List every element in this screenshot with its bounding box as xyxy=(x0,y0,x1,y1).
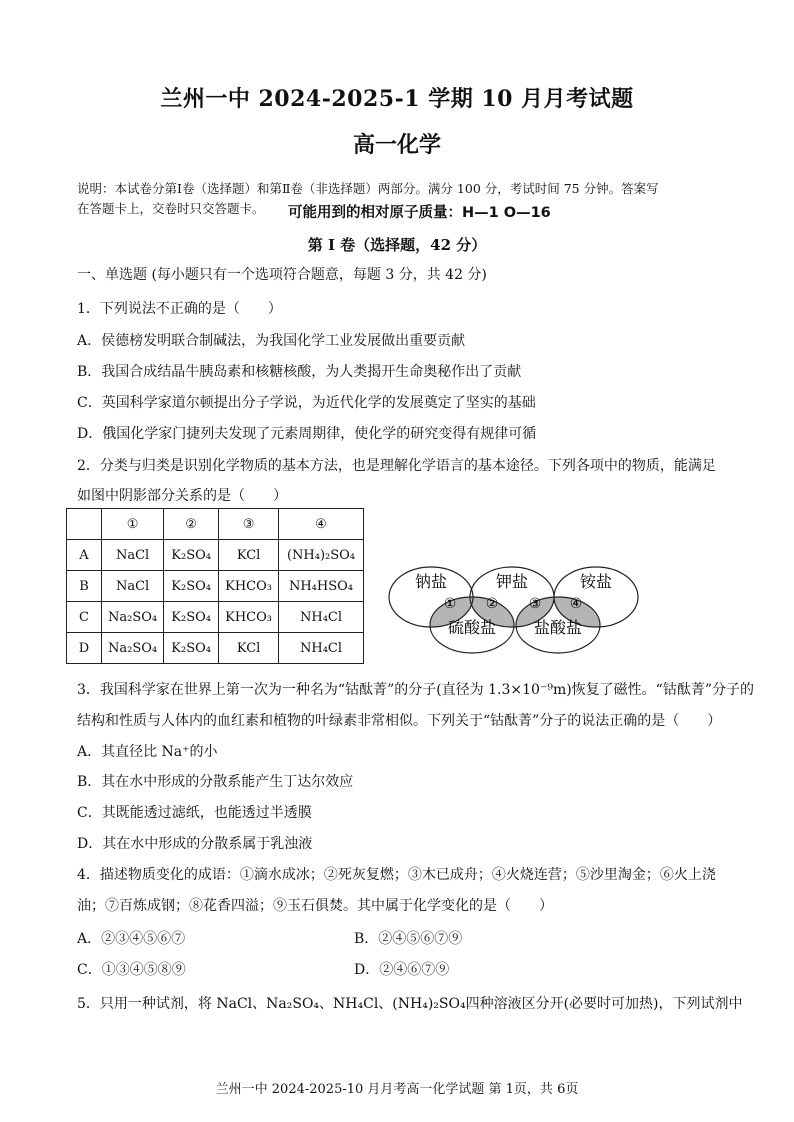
q4-option-c: C．①③④⑤⑧⑨ xyxy=(77,962,186,978)
q4-option-b: B．②④⑤⑥⑦⑨ xyxy=(354,931,463,947)
table-cell: NH₄HSO₄ xyxy=(279,571,364,602)
q2-table xyxy=(66,508,364,664)
table-cell: NH₄Cl xyxy=(279,633,364,664)
table-cell: ② xyxy=(164,509,219,540)
venn-label-sulfate: 硫酸盐 xyxy=(447,618,497,637)
table-cell: KHCO₃ xyxy=(219,602,279,633)
section-title: 第 I 卷（选择题，42 分） xyxy=(307,236,487,254)
table-cell xyxy=(67,509,102,540)
venn-label-chloride: 盐酸盐 xyxy=(533,618,583,637)
q3-option-b: B．其在水中形成的分散系能产生丁达尔效应 xyxy=(77,774,354,790)
q1-option-c: C．英国科学家道尔顿提出分子学说，为近代化学的发展奠定了坚实的基础 xyxy=(77,395,536,411)
q1-option-b: B．我国合成结晶牛胰岛素和核糖核酸，为人类揭开生命奥秘作出了贡献 xyxy=(77,364,522,380)
table-row xyxy=(67,633,364,664)
table-cell: B xyxy=(67,571,102,602)
table-cell: K₂SO₄ xyxy=(164,540,219,571)
exam-subject: 高一化学 xyxy=(352,132,441,158)
q1-option-a: A．侯德榜发明联合制碱法，为我国化学工业发展做出重要贡献 xyxy=(77,333,466,349)
table-cell: A xyxy=(67,540,102,571)
venn-mark-1: ① xyxy=(443,596,457,612)
table-cell: NaCl xyxy=(102,571,164,602)
table-cell: ④ xyxy=(279,509,364,540)
venn-mark-3: ③ xyxy=(528,596,542,612)
table-header-row xyxy=(67,509,364,540)
table-cell: K₂SO₄ xyxy=(164,602,219,633)
q1-stem: 1．下列说法不正确的是（ ） xyxy=(77,301,282,317)
table-cell: K₂SO₄ xyxy=(164,633,219,664)
table-cell: KCl xyxy=(219,633,279,664)
table-cell: K₂SO₄ xyxy=(164,571,219,602)
q3-stem-line1: 3．我国科学家在世界上第一次为一种名为“钴酞菁”的分子(直径为 1.3×10⁻⁹m)恢复了磁性。“钴酞菁”分子的 xyxy=(77,682,754,698)
table-cell: Na₂SO₄ xyxy=(102,602,164,633)
exam-note-line2: 在答题卡上，交卷时只交答题卡。 xyxy=(77,201,265,216)
q4-stem-line2: 油；⑦百炼成钢；⑧花香四溢；⑨玉石俱焚。其中属于化学变化的是（ ） xyxy=(77,898,553,914)
q3-stem-line2: 结构和性质与人体内的血红素和植物的叶绿素非常相似。下列关于“钴酞菁”分子的说法正确的是（ ） xyxy=(77,713,722,729)
table-row xyxy=(67,602,364,633)
table-cell: KCl xyxy=(219,540,279,571)
venn-mark-2: ② xyxy=(485,596,499,612)
q5-stem: 5．只用一种试剂，将 NaCl、Na₂SO₄、NH₄Cl、(NH₄)₂SO₄四种溶液区分开(必要时可加热)，下列试剂中 xyxy=(77,996,743,1012)
table-cell: (NH₄)₂SO₄ xyxy=(279,540,364,571)
q3-option-c: C．其既能透过滤纸，也能透过半透膜 xyxy=(77,805,312,821)
atomic-mass-note: 可能用到的相对原子质量：H—1 O—16 xyxy=(288,205,551,221)
table-cell: Na₂SO₄ xyxy=(102,633,164,664)
q2-stem-line1: 2．分类与归类是识别化学物质的基本方法，也是理解化学语言的基本途径。下列各项中的物质，能满足 xyxy=(77,458,716,474)
table-row xyxy=(67,571,364,602)
section-instruction: 一、单选题 (每小题只有一个选项符合题意，每题 3 分，共 42 分) xyxy=(77,267,487,283)
q1-option-d: D．俄国化学家门捷列夫发现了元素周期律，使化学的研究变得有规律可循 xyxy=(77,426,537,442)
venn-label-sodium: 钠盐 xyxy=(414,572,448,591)
venn-label-potassium: 钾盐 xyxy=(495,572,529,591)
table-cell: D xyxy=(67,633,102,664)
q4-stem-line1: 4．描述物质变化的成语：①滴水成冰；②死灰复燃；③木已成舟；④火烧连营；⑤沙里淘金；⑥火上浇 xyxy=(77,867,716,883)
venn-label-ammonium: 铵盐 xyxy=(579,572,613,591)
q4-option-d: D．②④⑥⑦⑨ xyxy=(354,962,450,978)
exam-title: 兰州一中 2024-2025-1 学期 10 月月考试题 xyxy=(160,86,634,112)
venn-mark-4: ④ xyxy=(569,596,583,612)
table-cell: ③ xyxy=(219,509,279,540)
table-row xyxy=(67,540,364,571)
table-cell: ① xyxy=(102,509,164,540)
table-cell: C xyxy=(67,602,102,633)
q2-venn-diagram xyxy=(380,555,650,655)
exam-note-line1: 说明：本试卷分第Ⅰ卷（选择题）和第Ⅱ卷（非选择题）两部分。满分 100 分，考试时间 75 分钟。答案写 xyxy=(77,181,659,196)
table-cell: NH₄Cl xyxy=(279,602,364,633)
q4-option-a: A．②③④⑤⑥⑦ xyxy=(77,931,186,947)
q3-option-d: D．其在水中形成的分散系属于乳浊液 xyxy=(77,836,313,852)
q2-stem-line2: 如图中阴影部分关系的是（ ） xyxy=(77,488,287,504)
table-cell: KHCO₃ xyxy=(219,571,279,602)
table-cell: NaCl xyxy=(102,540,164,571)
page-footer: 兰州一中 2024-2025-10 月月考高一化学试题 第 1页，共 6页 xyxy=(215,1082,579,1097)
q3-option-a: A．其直径比 Na⁺的小 xyxy=(77,744,218,760)
